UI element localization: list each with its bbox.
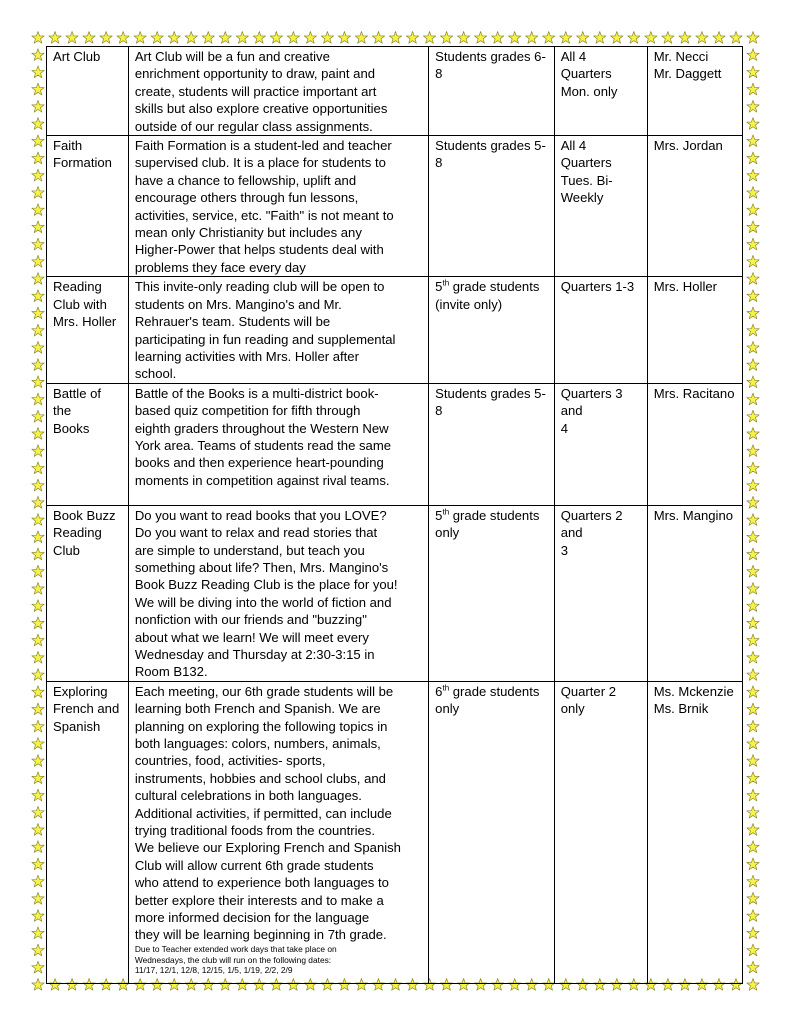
star-icon <box>645 32 657 44</box>
star-icon <box>747 944 759 956</box>
star-icon <box>32 806 44 818</box>
star-icon <box>304 32 316 44</box>
description-cell <box>128 136 428 277</box>
description-line: learning activities with Mrs. Holler after <box>134 348 359 364</box>
description-line: skills but also explore creative opportunities <box>134 101 388 117</box>
description-line: Rehrauer's team. Students will be <box>134 314 331 330</box>
description-line: about what we learn! We will meet every <box>134 629 369 645</box>
grade-cell <box>429 505 555 681</box>
advisor-name: Mrs. Racitano <box>653 385 735 401</box>
grade-line <box>435 278 548 295</box>
star-icon <box>32 238 44 250</box>
quarters-line: Mon. only <box>560 83 618 99</box>
description-line: Each meeting, our 6th grade students will be <box>134 683 394 699</box>
star-icon <box>747 634 759 646</box>
description-line: Art Club will be a fun and creative <box>134 49 330 64</box>
grade-line: 8 <box>435 66 443 82</box>
star-icon <box>747 892 759 904</box>
star-icon <box>32 376 44 388</box>
club-name: Book Buzz <box>53 507 116 523</box>
grade-text: grade students <box>449 507 540 523</box>
star-icon <box>747 341 759 353</box>
star-icon <box>32 462 44 474</box>
grade-line: 8 <box>435 155 443 171</box>
star-icon <box>338 32 350 44</box>
grade-line: Students grades 6- <box>435 49 546 64</box>
star-icon <box>32 858 44 870</box>
clubs-table <box>46 46 743 984</box>
description-line: books and then experience heart-pounding <box>134 455 384 471</box>
description-line: We believe our Exploring French and Spanish <box>134 840 401 856</box>
club-name: Reading <box>53 525 102 541</box>
star-icon <box>32 410 44 422</box>
star-icon <box>747 720 759 732</box>
star-icon <box>747 135 759 147</box>
star-icon <box>32 927 44 939</box>
grade-cell <box>429 383 555 505</box>
grade-line <box>435 507 548 524</box>
star-icon <box>747 255 759 267</box>
description-line: outside of our regular class assignments. <box>134 118 373 134</box>
star-icon <box>747 496 759 508</box>
quarters-cell <box>554 47 647 136</box>
star-icon <box>32 118 44 130</box>
quarters-line: Tues. Bi- <box>560 172 613 188</box>
star-icon <box>321 32 333 44</box>
description-line: activities, service, etc. "Faith" is not meant to <box>134 207 394 223</box>
star-icon <box>747 651 759 663</box>
club-name-cell <box>47 277 129 383</box>
club-name: Faith <box>53 138 83 154</box>
star-icon <box>32 307 44 319</box>
description-line: Wednesday and Thursday at 2:30-3:15 in <box>134 646 375 662</box>
description-line: create, students will practice important art <box>134 83 377 99</box>
star-icon <box>287 32 299 44</box>
star-icon <box>747 737 759 749</box>
club-name: Mrs. Holler <box>53 314 117 330</box>
grade-number: 6 <box>435 683 443 699</box>
star-icon <box>32 703 44 715</box>
star-icon <box>747 186 759 198</box>
description-line: trying traditional foods from the countries. <box>134 823 375 839</box>
description-line: Additional activities, if permitted, can include <box>134 805 392 821</box>
star-icon <box>747 961 759 973</box>
star-icon <box>100 32 112 44</box>
description-line: based quiz competition for fifth through <box>134 403 361 419</box>
grade-text: grade students <box>449 279 540 295</box>
table-row <box>47 681 743 983</box>
description-line: both languages: colors, numbers, animals, <box>134 736 381 751</box>
grade-text: grade students <box>449 683 540 699</box>
star-icon <box>32 841 44 853</box>
star-icon <box>747 221 759 233</box>
star-icon <box>747 376 759 388</box>
star-icon <box>747 152 759 164</box>
star-icon <box>747 686 759 698</box>
star-icon <box>508 32 520 44</box>
grade-suffix: th <box>442 278 450 288</box>
star-icon <box>32 669 44 681</box>
star-icon <box>219 32 231 44</box>
star-icon <box>747 910 759 922</box>
star-icon <box>117 32 129 44</box>
star-icon <box>526 32 538 44</box>
star-icon <box>355 32 367 44</box>
grade-line: only <box>435 525 460 541</box>
star-icon <box>747 669 759 681</box>
advisor-name: Mr. Daggett <box>653 66 722 82</box>
star-icon <box>32 531 44 543</box>
star-icon <box>32 789 44 801</box>
description-line: learning both French and Spanish. We are <box>134 701 381 717</box>
star-icon <box>32 514 44 526</box>
description-line: encourage others through fun lessons, <box>134 190 359 206</box>
quarters-cell <box>554 383 647 505</box>
star-icon <box>747 582 759 594</box>
description-line: something about life? Then, Mrs. Mangino's <box>134 559 389 575</box>
description-line: school. <box>134 366 177 382</box>
star-icon <box>32 428 44 440</box>
club-name: Books <box>53 420 90 436</box>
advisor-cell <box>647 505 742 681</box>
club-name: Exploring <box>53 683 108 699</box>
star-icon <box>49 32 61 44</box>
description-line: This invite-only reading club will be open to <box>134 279 385 295</box>
star-icon <box>730 32 742 44</box>
star-icon <box>372 32 384 44</box>
star-icon <box>32 66 44 78</box>
star-icon <box>747 703 759 715</box>
star-icon <box>747 824 759 836</box>
quarters-cell <box>554 505 647 681</box>
star-icon <box>32 824 44 836</box>
advisor-cell <box>647 136 742 277</box>
star-icon <box>747 531 759 543</box>
description-line: are simple to understand, but teach you <box>134 542 365 558</box>
description-line: instruments, hobbies and school clubs, and <box>134 770 386 786</box>
club-name: Reading <box>53 279 102 295</box>
table-row <box>47 505 743 681</box>
star-icon <box>747 273 759 285</box>
advisor-name: Ms. Mckenzie <box>653 683 734 699</box>
description-line: eighth graders throughout the Western New <box>134 420 389 436</box>
star-icon <box>594 32 606 44</box>
grade-number: 5 <box>435 507 443 523</box>
schedule-note-line: Wednesdays, the club will run on the following dates: <box>134 954 332 965</box>
grade-suffix: th <box>442 683 450 693</box>
star-icon <box>747 789 759 801</box>
star-icon <box>747 445 759 457</box>
advisor-name: Mrs. Holler <box>653 279 717 295</box>
star-icon <box>747 393 759 405</box>
star-icon <box>747 772 759 784</box>
star-icon <box>747 617 759 629</box>
star-icon <box>32 152 44 164</box>
star-icon <box>32 290 44 302</box>
star-icon <box>32 617 44 629</box>
star-icon <box>577 32 589 44</box>
description-line: Book Buzz Reading Club is the place for you! <box>134 577 398 593</box>
star-icon <box>474 32 486 44</box>
star-icon <box>747 806 759 818</box>
star-icon <box>32 772 44 784</box>
quarters-line: 3 <box>560 542 568 558</box>
description-line: who attend to experience both languages to <box>134 875 389 891</box>
quarters-line: Quarters 1-3 <box>560 279 635 295</box>
table-row <box>47 383 743 505</box>
star-icon <box>457 32 469 44</box>
advisor-cell <box>647 383 742 505</box>
star-icon <box>747 858 759 870</box>
description-line: have a chance to fellowship, uplift and <box>134 172 357 188</box>
club-name-cell <box>47 383 129 505</box>
star-icon <box>679 32 691 44</box>
star-icon <box>389 32 401 44</box>
description-line: problems they face every day <box>134 259 306 275</box>
star-icon <box>32 910 44 922</box>
star-icon <box>406 32 418 44</box>
grade-line: (invite only) <box>435 296 503 312</box>
star-icon <box>32 634 44 646</box>
description-line: Battle of the Books is a multi-district book- <box>134 385 379 401</box>
grade-cell <box>429 136 555 277</box>
description-line: countries, food, activities- sports, <box>134 753 326 769</box>
club-name: French and <box>53 701 120 717</box>
description-line: nonfiction with our friends and "buzzing" <box>134 612 367 628</box>
star-icon <box>236 32 248 44</box>
star-icon <box>32 686 44 698</box>
star-icon <box>560 32 572 44</box>
star-icon <box>747 410 759 422</box>
club-name: Club with <box>53 296 107 312</box>
quarters-cell <box>554 277 647 383</box>
quarters-cell <box>554 136 647 277</box>
star-icon <box>440 32 452 44</box>
club-name: Club <box>53 542 80 558</box>
star-icon <box>611 32 623 44</box>
grade-cell <box>429 277 555 383</box>
star-icon <box>32 979 44 991</box>
description-cell <box>128 505 428 681</box>
star-icon <box>32 445 44 457</box>
star-icon <box>747 83 759 95</box>
description-line: Do you want to relax and read stories that <box>134 525 378 541</box>
star-icon <box>32 875 44 887</box>
description-cell <box>128 277 428 383</box>
star-icon <box>32 100 44 112</box>
star-icon <box>32 582 44 594</box>
star-icon <box>32 169 44 181</box>
club-name: Formation <box>53 155 112 171</box>
grade-cell <box>429 681 555 983</box>
grade-number: 5 <box>435 279 443 295</box>
grade-line: Students grades 5- <box>435 138 546 154</box>
grade-suffix: th <box>442 507 450 517</box>
star-icon <box>747 927 759 939</box>
grade-line: 8 <box>435 403 443 419</box>
star-icon <box>747 428 759 440</box>
star-icon <box>747 118 759 130</box>
grade-line: only <box>435 701 460 717</box>
quarters-line: Quarters 3 and <box>560 385 623 419</box>
club-name: Art Club <box>53 49 101 64</box>
star-icon <box>32 479 44 491</box>
description-cell <box>128 383 428 505</box>
star-icon <box>185 32 197 44</box>
description-line: enrichment opportunity to draw, paint and <box>134 66 376 82</box>
description-line: mean only Christianity but includes any <box>134 225 362 241</box>
star-icon <box>32 135 44 147</box>
schedule-note <box>135 944 422 976</box>
description-line: cultural celebrations in both languages. <box>134 788 362 804</box>
description-line: planning on exploring the following topics in <box>134 718 388 734</box>
star-icon <box>628 32 640 44</box>
club-name-cell <box>47 47 129 136</box>
star-icon <box>747 875 759 887</box>
star-icon <box>32 961 44 973</box>
star-icon <box>32 221 44 233</box>
quarters-line: All 4 Quarters <box>560 49 612 82</box>
star-icon <box>32 892 44 904</box>
star-icon <box>747 100 759 112</box>
quarters-line: Quarter 2 only <box>560 683 616 717</box>
quarters-cell <box>554 681 647 983</box>
description-line: Higher-Power that helps students deal with <box>134 242 384 258</box>
schedule-note-line: 11/17, 12/1, 12/8, 12/15, 1/5, 1/19, 2/2, 2/9 <box>134 965 293 976</box>
quarters-line: Weekly <box>560 190 604 206</box>
star-icon <box>32 737 44 749</box>
star-icon <box>32 393 44 405</box>
club-name-cell <box>47 136 129 277</box>
star-icon <box>32 720 44 732</box>
club-name-cell <box>47 681 129 983</box>
star-icon <box>32 359 44 371</box>
star-icon <box>747 32 759 44</box>
advisor-name: Mr. Necci <box>653 49 709 64</box>
star-icon <box>134 32 146 44</box>
description-line: Faith Formation is a student-led and teacher <box>134 138 392 154</box>
quarters-line: 4 <box>560 420 568 436</box>
grade-line: Students grades 5- <box>435 385 546 401</box>
description-line: supervised club. It is a place for students to <box>134 155 386 171</box>
star-icon <box>32 944 44 956</box>
advisor-cell <box>647 681 742 983</box>
description-line: moments in competition against rival teams. <box>134 472 390 488</box>
star-icon <box>32 204 44 216</box>
star-icon <box>747 479 759 491</box>
grade-cell <box>429 47 555 136</box>
star-icon <box>32 49 44 61</box>
club-name: Battle of the <box>53 385 102 419</box>
star-icon <box>270 32 282 44</box>
star-icon <box>747 979 759 991</box>
club-name: Spanish <box>53 718 101 734</box>
star-icon <box>747 324 759 336</box>
star-icon <box>151 32 163 44</box>
star-icon <box>168 32 180 44</box>
star-icon <box>491 32 503 44</box>
description-cell <box>128 681 428 983</box>
star-icon <box>32 496 44 508</box>
table-row <box>47 277 743 383</box>
star-icon <box>32 755 44 767</box>
description-line: Club will allow current 6th grade students <box>134 857 374 873</box>
star-icon <box>747 548 759 560</box>
advisor-name: Ms. Brnik <box>653 701 709 717</box>
star-icon <box>747 66 759 78</box>
description-line: better explore their interests and to make a <box>134 892 384 908</box>
star-icon <box>32 341 44 353</box>
star-icon <box>747 169 759 181</box>
table-row <box>47 136 743 277</box>
star-icon <box>32 324 44 336</box>
star-icon <box>747 307 759 319</box>
star-icon <box>747 565 759 577</box>
advisor-name: Mrs. Jordan <box>653 138 723 154</box>
schedule-note-line: Due to Teacher extended work days that take place on <box>134 943 337 954</box>
club-name-cell <box>47 505 129 681</box>
star-icon <box>32 565 44 577</box>
star-icon <box>253 32 265 44</box>
star-icon <box>32 273 44 285</box>
star-icon <box>32 32 44 44</box>
description-line: they will be learning beginning in 7th grade. <box>134 927 387 943</box>
table-row <box>47 47 743 136</box>
star-icon <box>543 32 555 44</box>
star-icon <box>747 238 759 250</box>
quarters-line: Quarters 2 and <box>560 507 623 541</box>
star-icon <box>83 32 95 44</box>
star-icon <box>747 359 759 371</box>
star-icon <box>32 651 44 663</box>
description-cell <box>128 47 428 136</box>
description-line: participating in fun reading and supplemental <box>134 331 396 347</box>
star-icon <box>32 600 44 612</box>
description-line: York area. Teams of students read the same <box>134 437 392 453</box>
star-icon <box>66 32 78 44</box>
advisor-name: Mrs. Mangino <box>653 507 734 523</box>
star-icon <box>662 32 674 44</box>
description-line: We will be diving into the world of fiction and <box>134 594 392 610</box>
description-line: Room B132. <box>134 664 208 680</box>
star-icon <box>32 548 44 560</box>
star-icon <box>747 49 759 61</box>
star-icon <box>747 204 759 216</box>
star-icon <box>747 841 759 853</box>
star-icon <box>32 83 44 95</box>
description-line: Do you want to read books that you LOVE? <box>134 507 387 523</box>
star-icon <box>747 462 759 474</box>
grade-line <box>435 683 548 700</box>
quarters-line: All 4 Quarters <box>560 138 612 171</box>
description-line: more informed decision for the language <box>134 910 370 926</box>
advisor-cell <box>647 47 742 136</box>
star-icon <box>713 32 725 44</box>
description-line: students on Mrs. Mangino's and Mr. <box>134 296 342 312</box>
star-icon <box>32 186 44 198</box>
advisor-cell <box>647 277 742 383</box>
star-icon <box>747 600 759 612</box>
star-icon <box>32 255 44 267</box>
star-icon <box>747 755 759 767</box>
star-icon <box>696 32 708 44</box>
star-icon <box>202 32 214 44</box>
star-icon <box>423 32 435 44</box>
star-icon <box>747 290 759 302</box>
star-icon <box>747 514 759 526</box>
